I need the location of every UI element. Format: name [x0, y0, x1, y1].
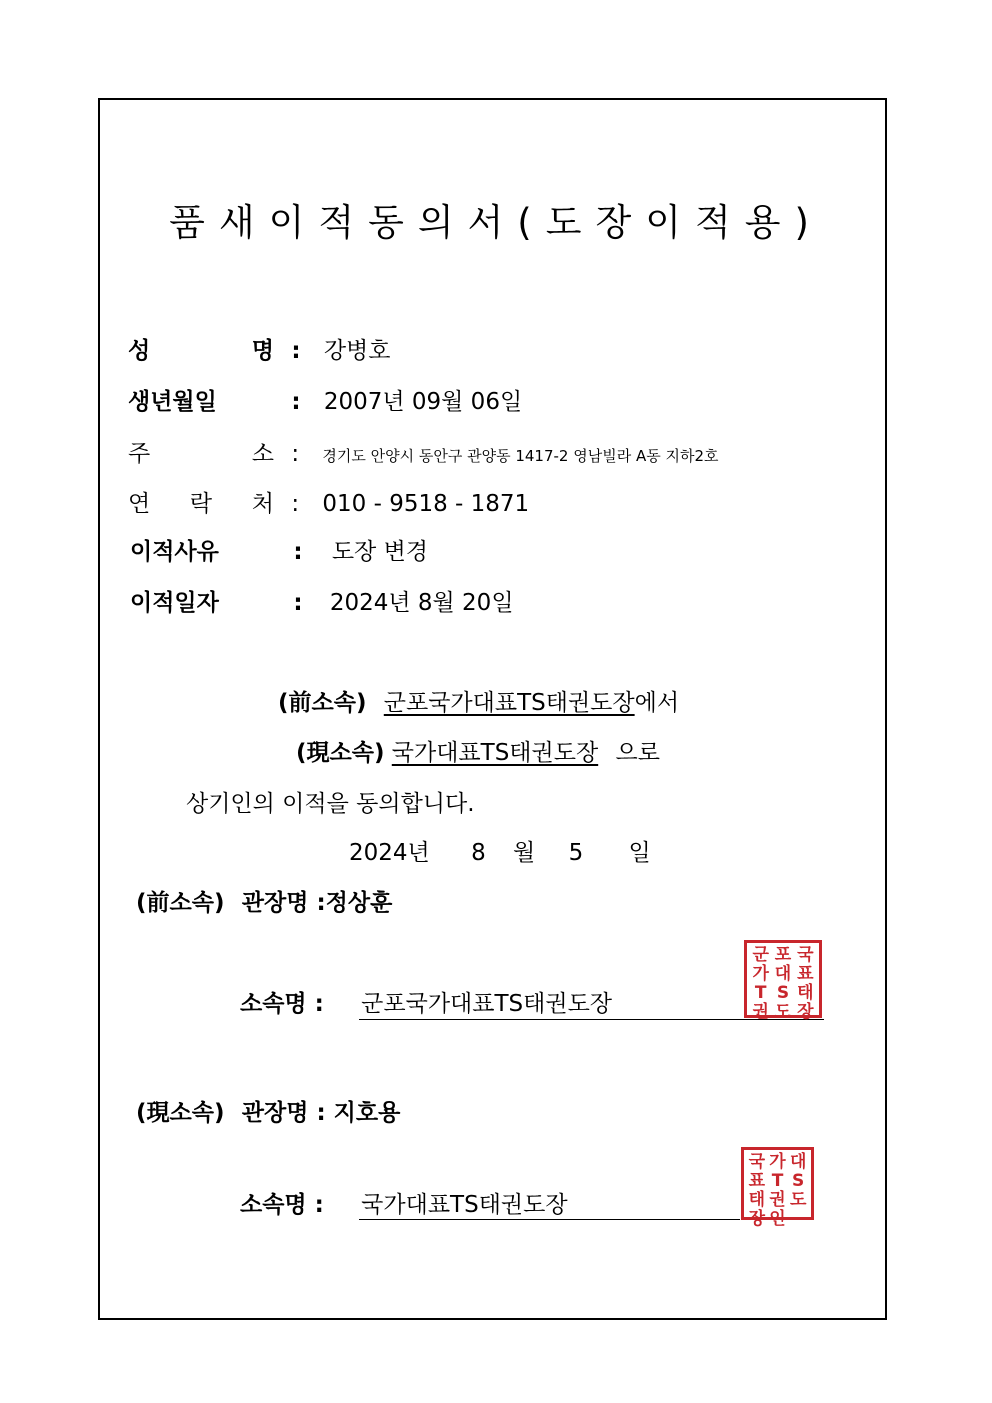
- consent-text: 상기인의 이적을 동의합니다.: [186, 791, 475, 817]
- date-day: 5: [568, 840, 584, 866]
- curr-master-label: 관장명 :: [241, 1100, 334, 1126]
- field-label-contact: 연 락 처: [128, 491, 274, 517]
- seal-glyph: T: [754, 983, 767, 1003]
- seal-glyph: 도: [789, 1190, 807, 1210]
- prev-affiliation-line: [278, 684, 679, 717]
- curr-suffix: 으로: [615, 740, 660, 766]
- prev-section-prefix: (前소속): [136, 890, 225, 916]
- field-value-name: 강병호: [323, 338, 391, 364]
- curr-dojang-name: 국가대표TS태권도장: [391, 740, 599, 766]
- field-reason-row: [130, 533, 428, 566]
- prev-org-row: [240, 985, 612, 1018]
- seal-glyph: T: [771, 1171, 784, 1191]
- prev-org-name: 군포국가대표TS태권도장: [361, 991, 613, 1017]
- field-colon: :: [293, 539, 303, 565]
- field-colon: :: [291, 441, 300, 467]
- field-colon: :: [291, 338, 301, 364]
- field-colon: :: [291, 389, 301, 415]
- seal-glyph: 국: [797, 945, 814, 965]
- field-label-transfer-date: 이적일자: [130, 590, 219, 616]
- curr-master-name: 지호용: [333, 1100, 401, 1126]
- prev-master-row: [136, 884, 392, 917]
- seal-glyph: [788, 1210, 808, 1228]
- field-value-address: 경기도 안양시 동안구 관양동 1417-2 영남빌라 A동 지하2호: [322, 447, 719, 465]
- seal-glyph: 도: [774, 1002, 792, 1022]
- seal-glyph: 군: [752, 945, 769, 965]
- seal-glyph: S: [792, 1171, 805, 1191]
- consent-date: [349, 834, 651, 867]
- field-value-reason: 도장 변경: [331, 539, 429, 565]
- seal-glyph: 권: [769, 1190, 786, 1210]
- seal-glyph: 태: [797, 983, 814, 1003]
- field-transfer-date-row: [130, 584, 514, 617]
- curr-section-prefix: (現소속): [136, 1100, 225, 1126]
- curr-dojang-seal: [741, 1147, 814, 1229]
- seal-glyph: 장: [797, 1002, 814, 1022]
- prev-dojang-seal: [744, 940, 822, 1022]
- date-month: 8: [471, 840, 486, 866]
- curr-org-underline: [359, 1219, 740, 1220]
- seal-glyph: 대: [774, 964, 792, 984]
- field-address-row: [128, 435, 719, 468]
- field-contact-row: [128, 485, 529, 518]
- field-label-reason: 이적사유: [130, 539, 219, 565]
- seal-glyph: 인: [769, 1209, 786, 1229]
- curr-org-label: 소속명 :: [240, 1192, 324, 1218]
- field-label-birth: 생년월일: [128, 389, 217, 415]
- seal-glyph: 가: [769, 1152, 786, 1172]
- seal-glyph: 포: [774, 945, 792, 965]
- date-month-unit: 월: [513, 840, 536, 866]
- field-value-contact: 010 - 9518 - 1871: [322, 491, 530, 517]
- date-day-unit: 일: [628, 840, 651, 866]
- document-title: 품새이적동의서(도장이적용): [169, 201, 823, 244]
- field-name-row: [128, 332, 390, 365]
- seal-glyph: 장: [748, 1209, 766, 1229]
- seal-glyph: 권: [752, 1002, 769, 1022]
- field-label-name: 성 명: [128, 338, 274, 364]
- field-label-address: 주 소: [128, 441, 274, 467]
- field-colon: :: [293, 590, 303, 616]
- seal-glyph: 대: [789, 1152, 807, 1172]
- prev-suffix: 에서: [634, 690, 680, 716]
- seal-glyph: 가: [752, 964, 769, 984]
- curr-affiliation-line: [296, 734, 660, 767]
- curr-org-name: 국가대표TS태권도장: [361, 1192, 568, 1218]
- field-value-transfer-date: 2024년 8월 20일: [329, 590, 514, 616]
- curr-master-row: [136, 1094, 400, 1127]
- curr-prefix: (現소속): [296, 740, 385, 766]
- date-year: 2024년: [349, 840, 430, 866]
- seal-glyph: 국: [748, 1152, 766, 1172]
- seal-glyph: S: [776, 983, 790, 1003]
- prev-dojang-name: 군포국가대표TS태권도장: [383, 690, 635, 716]
- seal-glyph: 표: [797, 964, 814, 984]
- field-birth-row: [128, 383, 522, 416]
- field-colon: :: [291, 491, 300, 517]
- prev-org-label: 소속명 :: [240, 991, 324, 1017]
- prev-prefix: (前소속): [278, 690, 367, 716]
- prev-master-label: 관장명 :: [241, 890, 326, 916]
- seal-glyph: 태: [748, 1190, 766, 1210]
- field-value-birth: 2007년 09월 06일: [323, 389, 523, 415]
- seal-glyph: 표: [748, 1171, 766, 1191]
- curr-org-row: [240, 1186, 568, 1219]
- prev-master-name: 정상훈: [325, 890, 393, 916]
